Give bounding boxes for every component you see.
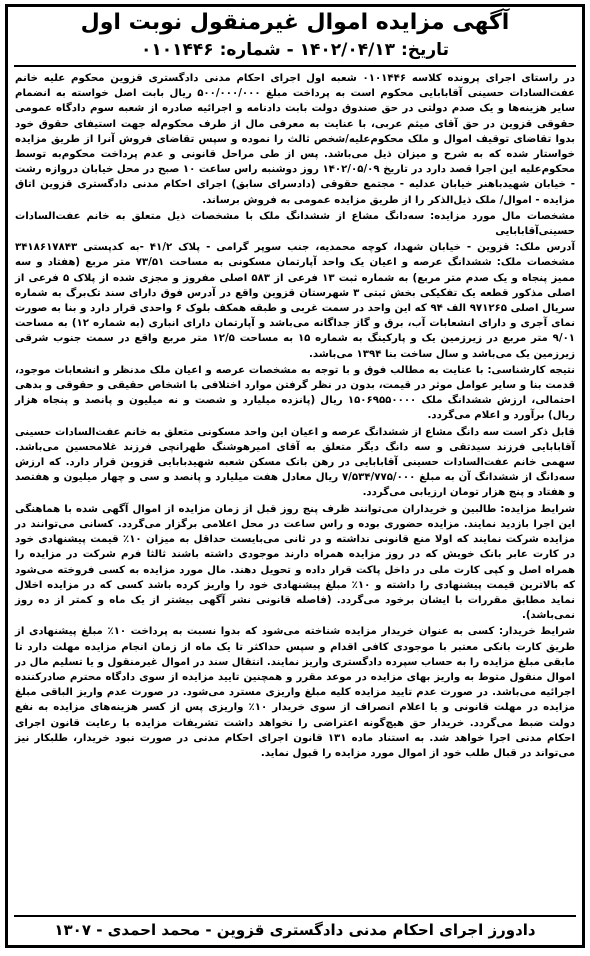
notice-title: آگهی مزایده اموال غیرمنقول نوبت اول <box>80 10 510 35</box>
paragraph-ownership: قابل ذکر است سه دانگ مشاع از ششدانگ عرصه و اعیان این واحد مسکونی متعلق به خانم عفت‌السادات حسینی آقابابایی فرزند سیدتقی و سه دانگ دیگر متعلق به آقای امیرهوشنگ طهرانچی فرزند غلامحسین می‌باشد. سهمی خانم عفت‌السادات حسینی آقابابایی در رهن بانک مسکن شعبه شهیدبابایی قزوین قرار دارد. که ارزش سه‌دانگ از ششدانگ آن به مبلغ ۷/۵۳۴/۷۷۵/۰۰۰ ریال معادل هفت میلیارد و پانصد و سی و چهار میلیون و هفتصد و هفتاد و پنج هزار تومان ارزیابی می‌گردد. <box>15 426 575 499</box>
notice-date-number: تاریخ: ۱۴۰۲/۰۴/۱۳ - شماره: ۰۱۰۱۴۴۶ <box>14 37 576 67</box>
notice-signature: دادورز اجرای احکام مدنی دادگستری قزوین - محمد احمدی - ۱۳۰۷ <box>14 915 576 943</box>
paragraph-address: آدرس ملک: قزوین - خیابان شهدا، کوچه محمدیه، جنب سوپر گرامی - پلاک ۴۱/۲ -به کدپستی ۳۴۱۸۶۱۷۸۴۳ مشخصات ملک: ششدانگ عرصه و اعیان یک واحد آپارتمان مسکونی به مساحت ۷۳/۵۱ متر مربع (هفتاد و سه ممیز پنجاه و یک صدم متر مربع) به شماره ثبت ۱۳ فرعی از ۵۸۳ اصلی مفروز و مجزی شده از پلاک ۵ فرعی از اصلی مذکور قطعه یک تفکیکی بخش ثبتی ۳ شهرستان قزوین واقع در آدرس فوق دارای سند تک‌برگ به شماره سریال اصلی ۹۷۱۲۶۵ الف ۹۴ که این واحد در سمت غربی و طبقه همکف بلوک ۶ واحدی قرار دارد و بنا به صورت نمای آجری و دارای انشعابات آب، برق و گاز جداگانه می‌باشد و آپارتمان دارای انباری (به شماره ۱۲) به مساحت ۹/۰۱ متر مربع در زیرزمین یک و پارکینگ به شماره ۱۵ به مساحت ۱۲/۵ متر مربع واقع در سمت جنوب شرقی زیرزمین یک می‌باشد و سال ساخت بنا ۱۳۹۴ می‌باشد. <box>15 242 575 360</box>
paragraph-property-spec: مشخصات مال مورد مزایده: سه‌دانگ مشاع از ششدانگ ملک با مشخصات ذیل متعلق به خانم عفت‌السادات حسینی‌آقابابایی <box>15 210 575 238</box>
paragraph-intro: در راستای اجرای پرونده کلاسه ۰۱۰۱۴۴۶ شعبه اول اجرای احکام مدنی دادگستری قزوین محکوم علیه خانم عفت‌السادات حسینی آقابابایی محکوم است به پرداخت مبلغ ۵۰۰/۰۰۰/۰۰۰ ریال بابت اصل خواسته به انضمام سایر هزینه‌ها و یک صدم دولتی در حق صندوق دولت بابت دادنامه و اجرائیه صادره از شعبه سوم دادگاه عمومی حقوقی قزوین در حق آقای میثم عربی، با عنایت به معرفی مال از طرف محکوم‌له جهت استیفای حقوق خود بدوا تقاضای توقیف اموال و ملک محکوم‌علیه/شخص ثالث را نموده و سپس تقاضای فروش آنرا از طریق مزایده خواستار شده که به شرح و میزان ذیل می‌باشد. پس از طی مراحل قانونی و عدم پرداخت محکوم‌به توسط محکوم‌علیه این اجرا قصد دارد در تاریخ ۱۴۰۲/۰۵/۰۹ روز دوشنبه راس ساعت ۱۰ صبح در محل خیابان دروازه رشت - خیابان شهیدباهنر خیابان عدلیه - مجتمع حقوقی (دادسرای سابق) اجرای احکام مدنی دادگستری قزوین اتاق مزایده - اموال/ ملک ذیل‌الذکر را از طریق مزایده عمومی به فروش برساند. <box>15 73 575 206</box>
paragraph-appraisal: نتیجه کارشناسی: با عنایت به مطالب فوق و با توجه به مشخصات عرصه و اعیان ملک مدنظر و انشعابات موجود، قدمت بنا و سایر عوامل موثر در قیمت، بدون در نظر گرفتن موارد اختلافی با اشخاص حقیقی و حقوقی و بدهی احتمالی، ارزش ششدانگ ملک ۱۵۰۶۹۵۵۰۰۰۰ ریال (پانزده میلیارد و شصت و نه میلیون و پانصد و پنجاه هزار ریال) برآورد و اعلام می‌گردد. <box>15 364 575 422</box>
paragraph-buyer-terms: شرایط خریدار: کسی به عنوان خریدار مزایده شناخته می‌شود که بدوا نسبت به پرداخت ۱۰٪ مبلغ پیشنهادی از طریق کارت بانکی معتبر با موجودی کافی اقدام و سپس حداکثر تا یک ماه از زمان انجام مزایده مهلت دارد تا مابقی مبلغ مزایده را به حساب سپرده دادگستری واریز نمایند. انتقال سند در اموال غیرمنقول و یا تسلیم مال در اموال منقول متوط به واریز بهای مزایده در موعد مقرر و همچنین تایید مزایده از سوی دادگاه محترم صادرکننده اجرائیه می‌باشد. در صورت عدم تایید مزایده کلیه مبلغ واریزی مسترد می‌شود. در صورت عدم واریز الباقی مبلغ مزایده در مهلت قانونی و یا اعلام انصراف از سوی خریدار ۱۰٪ واریزی پس از کسر هزینه‌های مزایده به نفع دولت ضبط می‌گردد. خریدار حق هیچ‌گونه اعتراضی را نخواهد داشت تشریفات مزایده با رعایت قانون اجرای احکام مدنی اجرا خواهد شد. به استناد ماده ۱۳۱ قانون اجرای احکام مدنی در صورت نبود خریدار، طلبکار نیز می‌تواند در قبال طلب خود از اموال مورد مزایده را قبول نماید. <box>15 626 575 759</box>
notice-page <box>5 4 585 948</box>
notice-body <box>8 67 582 761</box>
paragraph-auction-terms: شرایط مزایده: طالبین و خریداران می‌توانند ظرف پنج روز قبل از زمان مزایده از اموال آگهی شده با هماهنگی این اجرا بازدید نمایند. مزایده حضوری بوده و راس ساعت در محل اعلامی برگزار می‌گردد. کسانی می‌توانند در مزایده شرکت نمایند که اولا منع قانونی نداشته و در ثانی می‌بایست حداقل به میزان ۱۰٪ قیمت پیشنهادی خود در کارت عابر بانک خویش که در روز مزایده همراه دارند موجودی داشته باشند ثالثا فرم شرکت در مزایده را همراه اصل و کپی کارت ملی در داخل پاکت قرار داده و تحویل دهند. مال مورد مزایده به کسی فروخته می‌شود که بالاترین قیمت پیشنهادی را داشته و ۱۰٪ مبلغ پیشنهادی خود را واریز کرده باشد کسی که در مزایده اخلال نماید مطابق مقررات با ایشان برخود می‌گردد. (فاصله قانونی نشر آگهی بیشتر از یک ماه و کمتر از ده روز نمی‌باشد). <box>15 503 576 622</box>
